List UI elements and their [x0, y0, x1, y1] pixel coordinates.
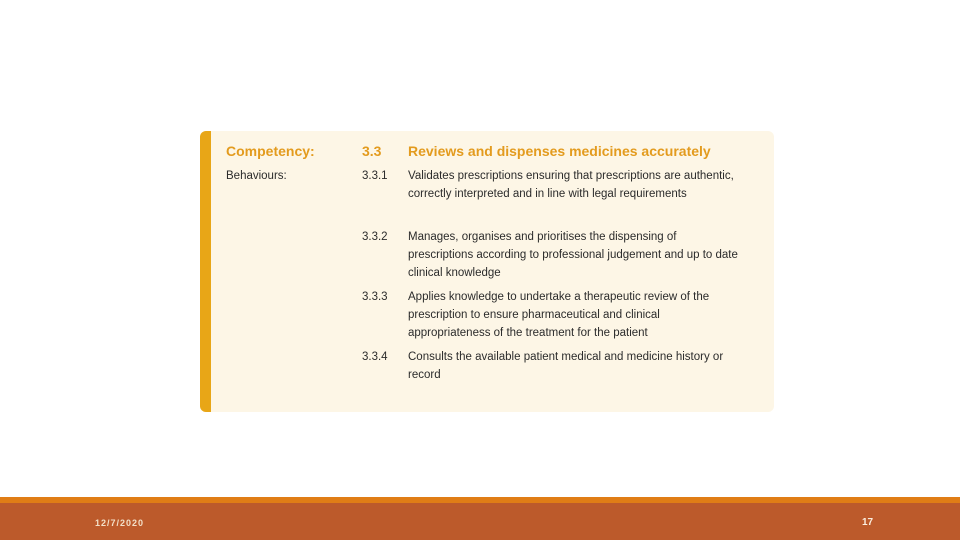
behaviour-text-4: Consults the available patient medical and medicine history or record	[408, 351, 724, 381]
footer-date: 12/7/2020	[95, 518, 145, 528]
behaviours-label: Behaviours:	[226, 170, 287, 182]
behaviour-text-2: Manages, organises and prioritises the dispensing of prescriptions according to professional judgement and up to date clinical knowledge	[408, 231, 738, 279]
behaviour-text-1: Validates prescriptions ensuring that prescriptions are authentic, correctly interpreted and in line with legal requirements	[408, 170, 734, 200]
competency-number: 3.3	[362, 143, 382, 159]
card-accent-bar	[200, 131, 211, 412]
behaviour-number-1: 3.3.1	[362, 170, 388, 182]
behaviour-text-3: Applies knowledge to undertake a therapeutic review of the prescription to ensure pharmaceutical and clinical appropriateness of the treatment for the patient	[408, 291, 710, 339]
page-number: 17	[862, 517, 874, 528]
behaviour-number-4: 3.3.4	[362, 351, 388, 363]
competency-title: Reviews and dispenses medicines accurately	[408, 143, 711, 159]
competency-heading-label: Competency:	[226, 143, 315, 159]
behaviour-number-2: 3.3.2	[362, 231, 388, 243]
behaviour-number-3: 3.3.3	[362, 291, 388, 303]
